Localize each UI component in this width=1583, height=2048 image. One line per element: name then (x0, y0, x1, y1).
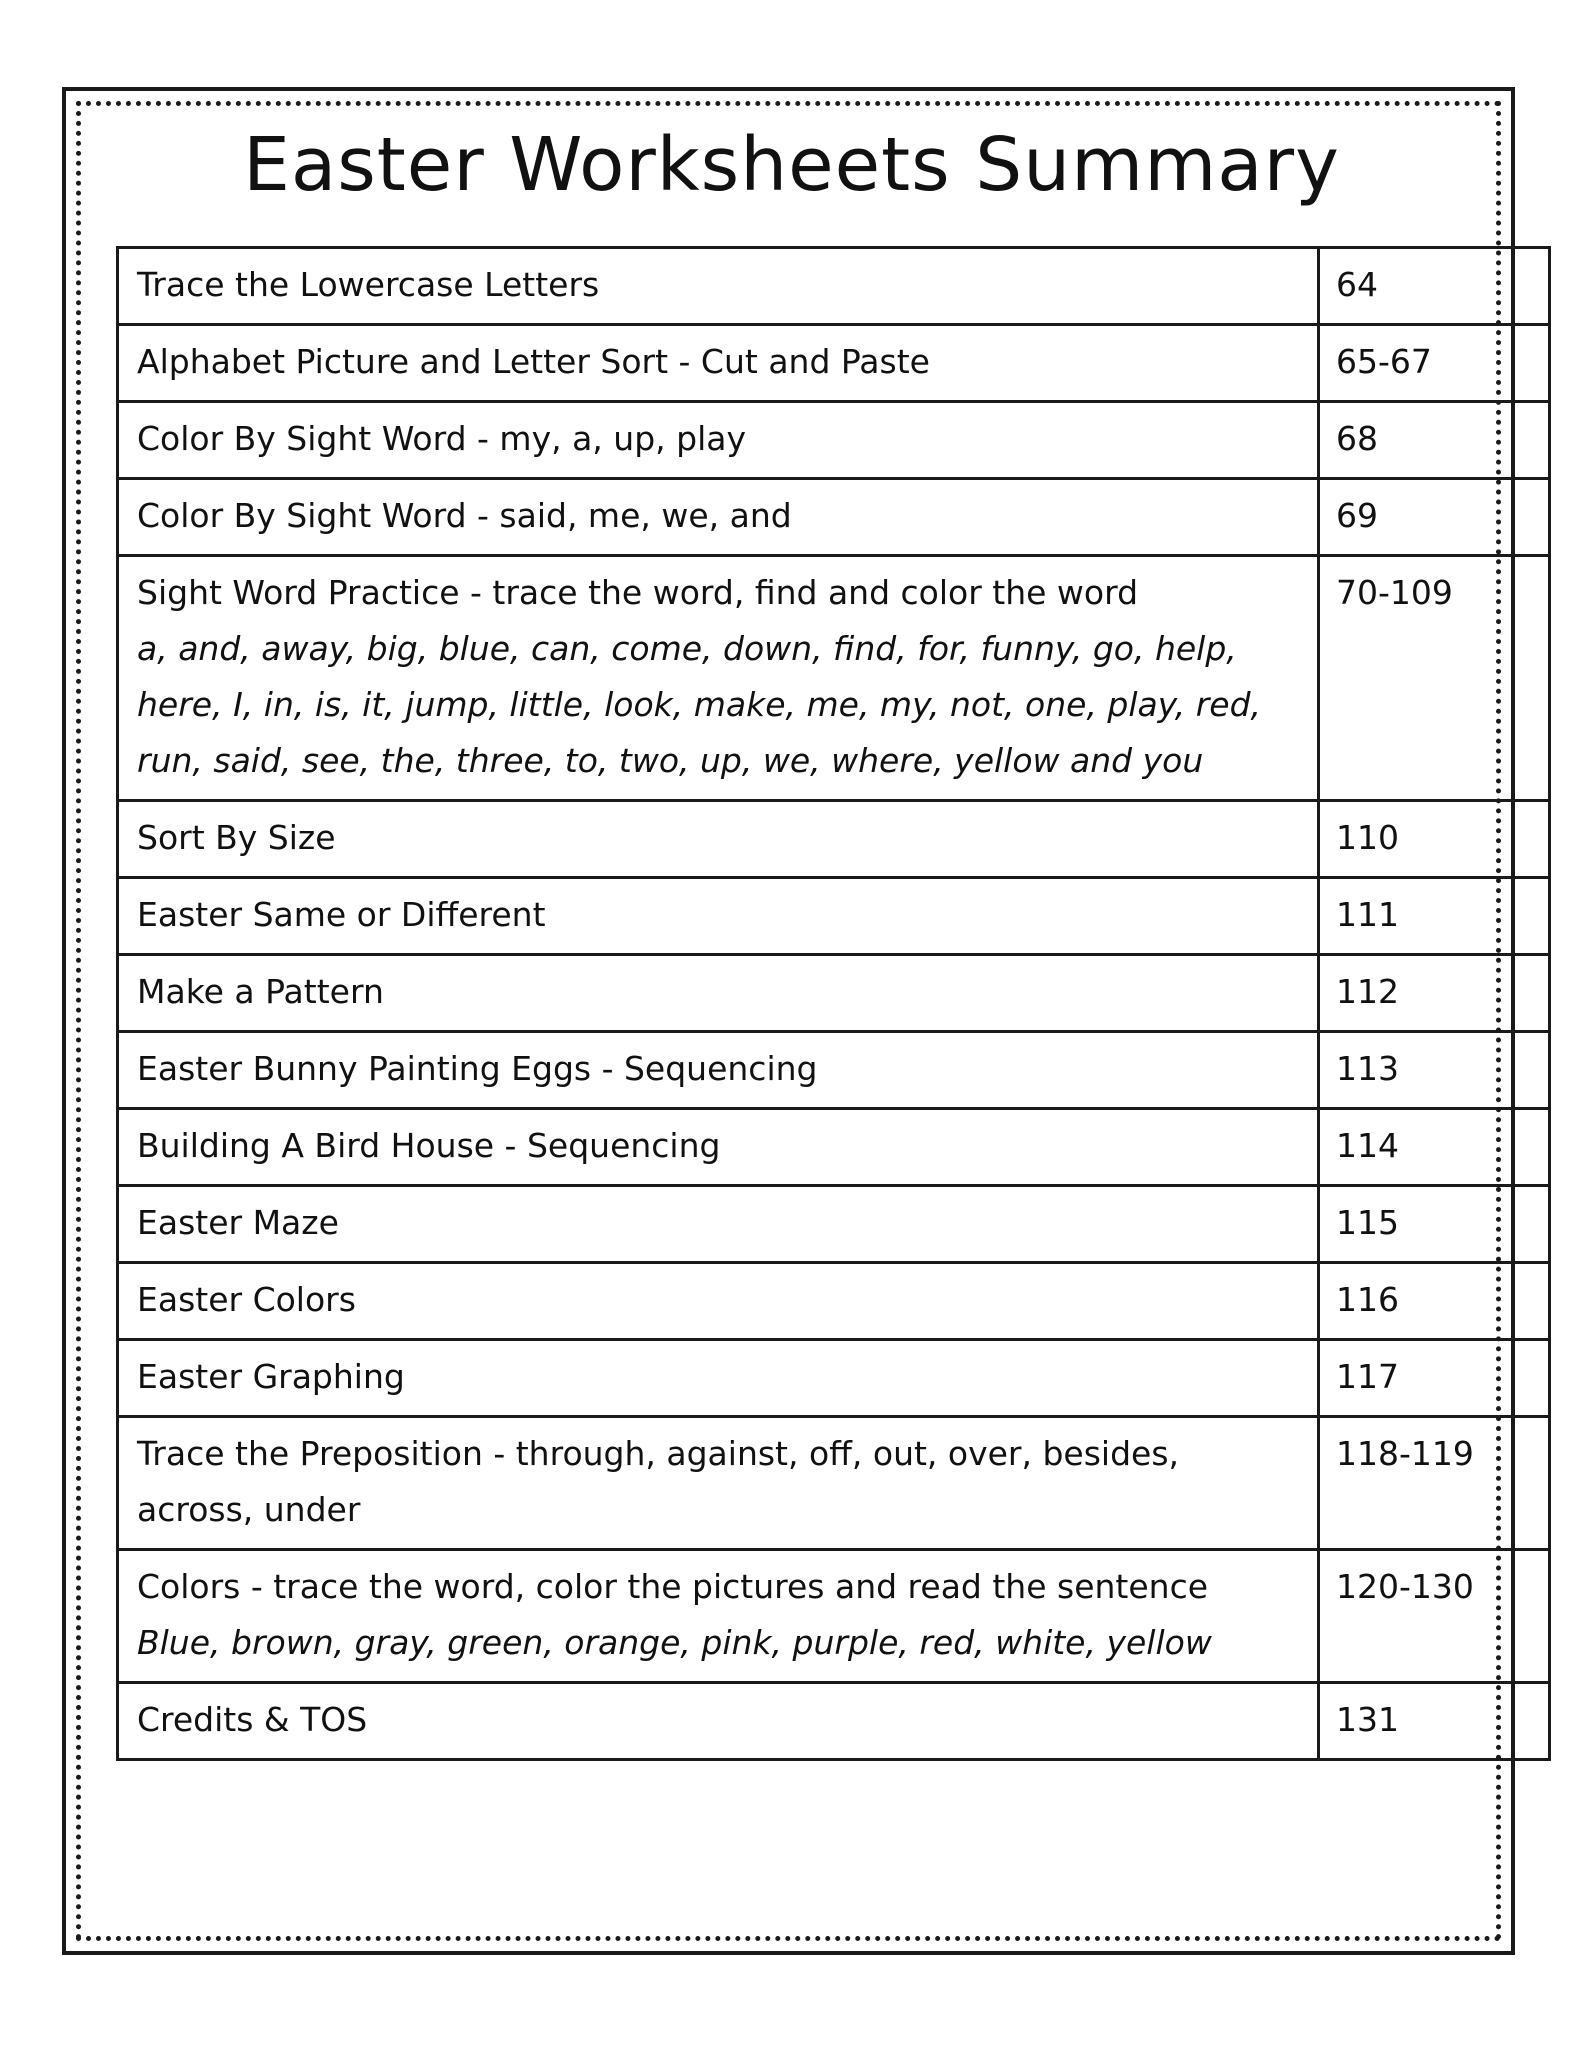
page-range-cell: 114 (1319, 1109, 1550, 1186)
table-row (118, 248, 1550, 325)
color-word-list: Blue, brown, gray, green, orange, pink, purple, red, white, yellow (137, 1623, 1212, 1662)
page-range-cell: 65-67 (1319, 325, 1550, 402)
page-range-cell: 112 (1319, 955, 1550, 1032)
summary-table (116, 246, 1551, 1761)
worksheet-title-cell (118, 1550, 1319, 1683)
page-range-cell: 120-130 (1319, 1550, 1550, 1683)
page-range-cell: 110 (1319, 801, 1550, 878)
worksheet-topic: Sort By Size (137, 818, 336, 857)
table-row (118, 801, 1550, 878)
worksheet-title-cell (118, 1683, 1319, 1760)
table-row (118, 1263, 1550, 1340)
table-row (118, 1550, 1550, 1683)
worksheet-title-cell (118, 1109, 1319, 1186)
table-row (118, 1340, 1550, 1417)
worksheet-topic: Alphabet Picture and Letter Sort - Cut and Paste (137, 342, 930, 381)
page-range-cell: 118-119 (1319, 1417, 1550, 1550)
worksheet-title-cell (118, 1263, 1319, 1340)
worksheet-topic: Sight Word Practice - trace the word, find and color the word (137, 573, 1139, 612)
worksheet-topic: Building A Bird House - Sequencing (137, 1126, 721, 1165)
worksheet-topic: Trace the Lowercase Letters (137, 265, 600, 304)
table-row (118, 1186, 1550, 1263)
table-row (118, 1032, 1550, 1109)
page-range-cell: 116 (1319, 1263, 1550, 1340)
worksheet-topic: Easter Bunny Painting Eggs - Sequencing (137, 1049, 818, 1088)
table-row (118, 556, 1550, 801)
table-row (118, 1109, 1550, 1186)
table-row (118, 955, 1550, 1032)
worksheet-title-cell (118, 801, 1319, 878)
page-range-cell: 69 (1319, 479, 1550, 556)
worksheet-title-cell (118, 479, 1319, 556)
page-range-cell: 68 (1319, 402, 1550, 479)
worksheet-topic: Easter Same or Different (137, 895, 546, 934)
worksheet-topic: Credits & TOS (137, 1700, 368, 1739)
sight-word-list: a, and, away, big, blue, can, come, down, find, for, funny, go, help, here, I, in, is, it, jump, little, look, make, me, my, not, one, play, red, run, said, see, the, three, to, two, up, we, where, yellow and you (137, 629, 1262, 780)
page-range-cell: 117 (1319, 1340, 1550, 1417)
table-row (118, 325, 1550, 402)
worksheet-title-cell (118, 402, 1319, 479)
worksheet-title-cell (118, 1417, 1319, 1550)
worksheet-title-cell (118, 1186, 1319, 1263)
worksheet-title-cell (118, 878, 1319, 955)
worksheet-topic: Color By Sight Word - my, a, up, play (137, 419, 746, 458)
page-range-cell: 131 (1319, 1683, 1550, 1760)
worksheet-topic: Easter Graphing (137, 1357, 405, 1396)
worksheet-topic: Trace the Preposition - through, against, off, out, over, besides, across, under (137, 1434, 1180, 1529)
worksheet-title-cell (118, 248, 1319, 325)
worksheet-title-cell (118, 556, 1319, 801)
worksheet-topic: Easter Colors (137, 1280, 356, 1319)
page-range-cell: 113 (1319, 1032, 1550, 1109)
page-range-cell: 64 (1319, 248, 1550, 325)
page-range-cell: 70-109 (1319, 556, 1550, 801)
worksheet-title-cell (118, 1032, 1319, 1109)
worksheet-topic: Colors - trace the word, color the pictures and read the sentence (137, 1567, 1209, 1606)
page-range-cell: 115 (1319, 1186, 1550, 1263)
page-title: Easter Worksheets Summary (243, 122, 1340, 208)
table-row (118, 479, 1550, 556)
table-row (118, 1417, 1550, 1550)
worksheet-title-cell (118, 955, 1319, 1032)
table-row (118, 1683, 1550, 1760)
worksheet-title-cell (118, 325, 1319, 402)
worksheet-topic: Color By Sight Word - said, me, we, and (137, 496, 792, 535)
worksheet-topic: Make a Pattern (137, 972, 384, 1011)
table-row (118, 402, 1550, 479)
worksheet-topic: Easter Maze (137, 1203, 339, 1242)
table-row (118, 878, 1550, 955)
worksheet-title-cell (118, 1340, 1319, 1417)
page-range-cell: 111 (1319, 878, 1550, 955)
